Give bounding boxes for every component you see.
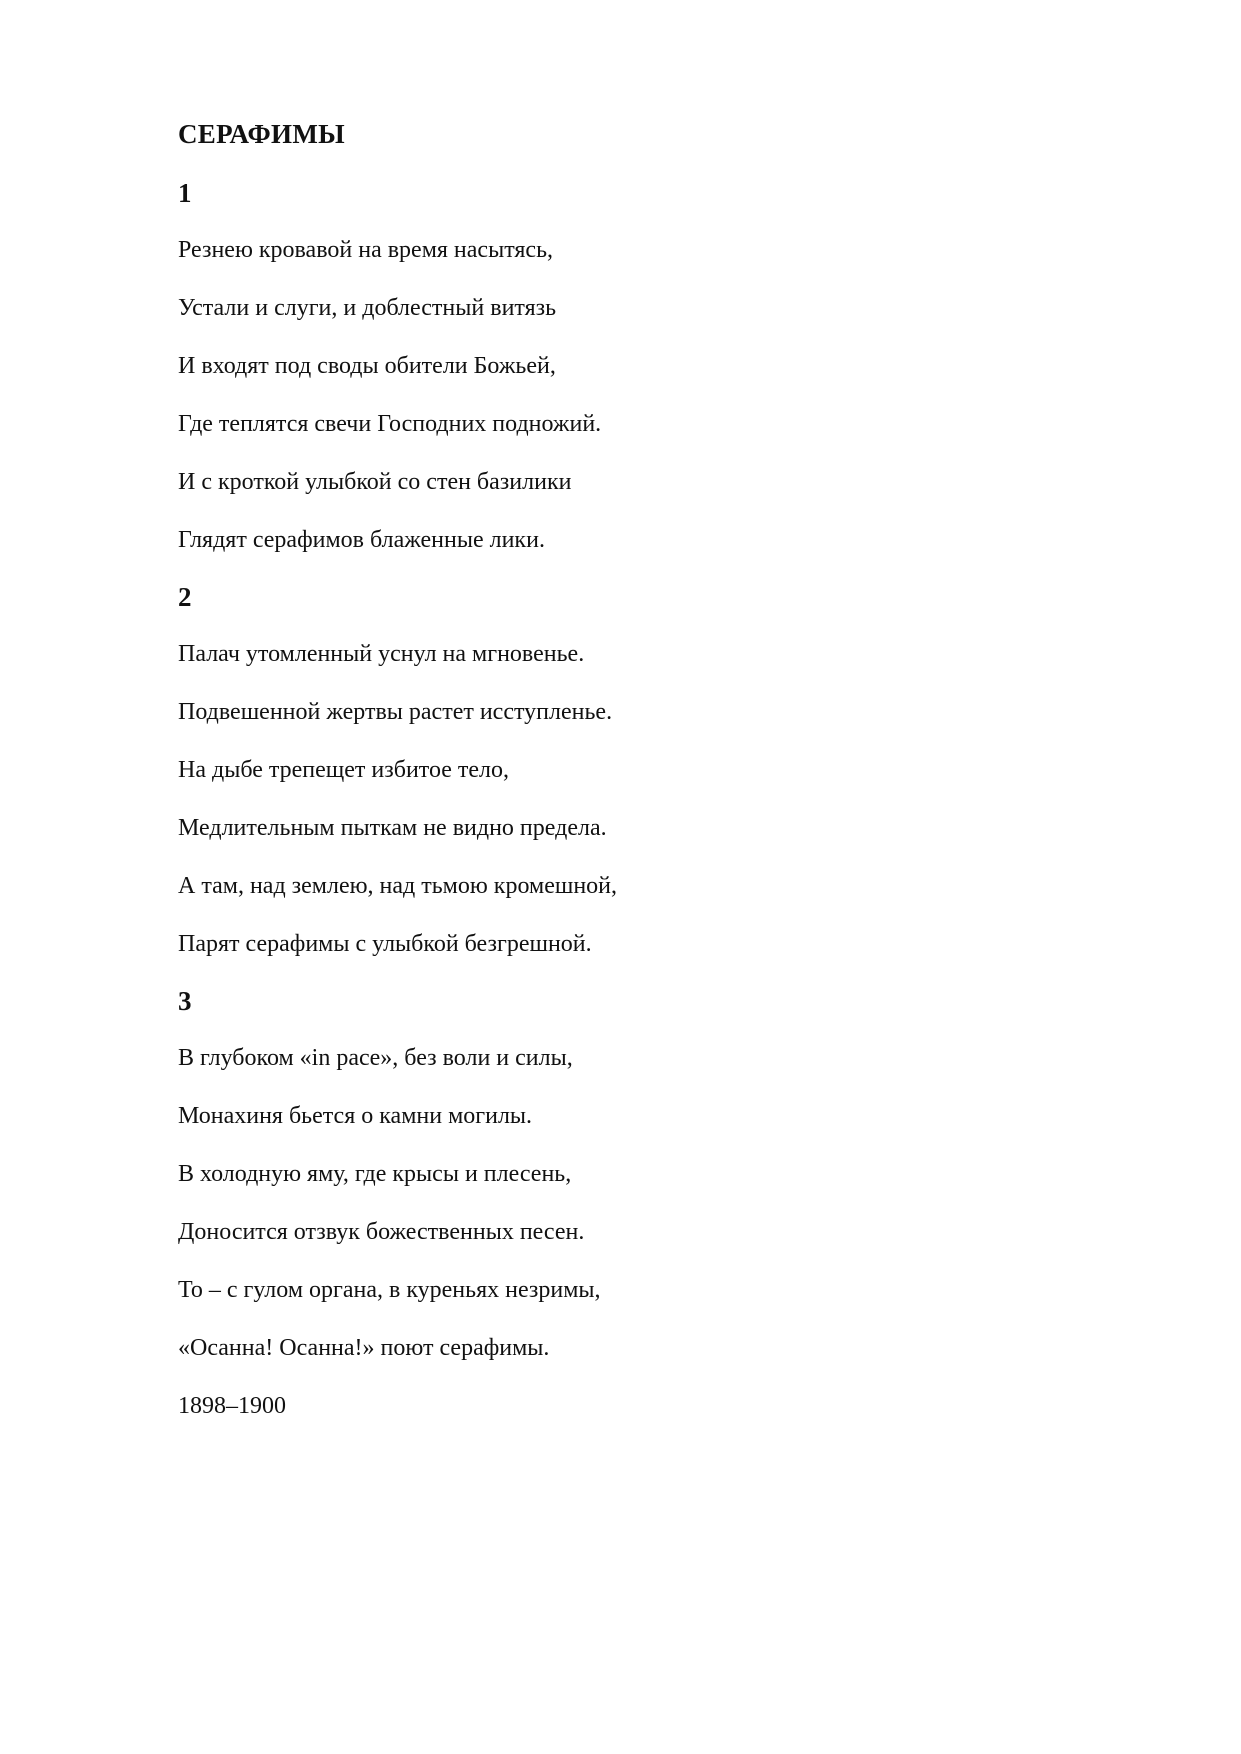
stanza-2 xyxy=(178,581,1078,959)
poem-line: А там, над землею, над тьмою кромешной, xyxy=(178,873,618,899)
poem-line: Резнею кровавой на время насытясь, xyxy=(178,237,554,263)
poem-body xyxy=(178,118,1078,1421)
stanza-number: 2 xyxy=(178,582,192,612)
poem-line: Парят серафимы с улыбкой безгрешной. xyxy=(178,931,592,957)
poem-line: «Осанна! Осанна!» поют серафимы. xyxy=(178,1335,550,1361)
poem-title: СЕРАФИМЫ xyxy=(178,119,345,149)
poem-line: И с кроткой улыбкой со стен базилики xyxy=(178,469,572,495)
poem-line: Где теплятся свечи Господних подножий. xyxy=(178,411,602,437)
poem-line: Монахиня бьется о камни могилы. xyxy=(178,1103,533,1129)
poem-date: 1898–1900 xyxy=(178,1393,286,1419)
poem-line: Медлительным пыткам не видно предела. xyxy=(178,815,607,841)
poem-line: На дыбе трепещет избитое тело, xyxy=(178,757,510,783)
stanza-number: 1 xyxy=(178,178,192,208)
poem-line: Глядят серафимов блаженные лики. xyxy=(178,527,545,553)
stanza-3 xyxy=(178,985,1078,1363)
poem-line: Подвешенной жертвы растет исступленье. xyxy=(178,699,613,725)
poem-line: То – с гулом органа, в куреньях незримы, xyxy=(178,1277,601,1303)
poem-line: В холодную яму, где крысы и плесень, xyxy=(178,1161,572,1187)
poem-line: Устали и слуги, и доблестный витязь xyxy=(178,295,557,321)
stanza-1 xyxy=(178,177,1078,555)
poem-line: Доносится отзвук божественных песен. xyxy=(178,1219,585,1245)
poem-line: Палач утомленный уснул на мгновенье. xyxy=(178,641,585,667)
poem-line: В глубоком «in pace», без воли и силы, xyxy=(178,1045,573,1071)
poem-line: И входят под своды обители Божьей, xyxy=(178,353,556,379)
stanza-number: 3 xyxy=(178,986,192,1016)
